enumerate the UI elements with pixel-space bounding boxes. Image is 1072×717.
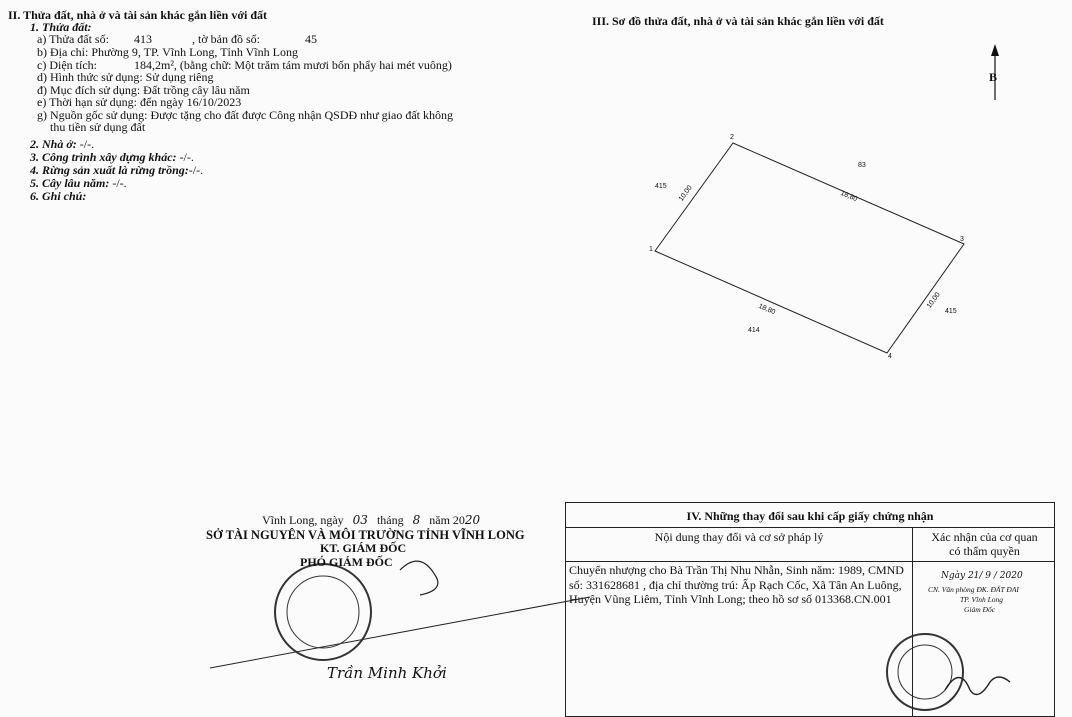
kt-director: KT. GIÁM ĐỐC [320,541,407,555]
b-address: b) Địa chỉ: Phường 9, TP. Vĩnh Long, Tỉnh Vĩnh Long [37,45,298,59]
vertex-1: 1 [649,246,653,253]
a-value: 413 [134,32,152,46]
change-content: Chuyển nhượng cho Bà Trần Thị Nhu Nhẫn, Sinh năm: 1989, CMND số: 331628681 , địa chỉ thường trú: Ấp Rạch Cốc, Xã Tân An Luông, Huyện Vũng Liêm, Tỉnh Vĩnh Long; theo hồ sơ số 013368.CN.001 [569,563,904,606]
a-sheet-label: , tờ bản đồ số: [192,32,261,46]
c-value: 184,2m², (bằng chữ: Một trăm tám mươi bốn phẩy hai mét vuông) [134,58,452,72]
north-label: B [989,70,998,84]
edge-2-3: 18,80 [839,189,859,204]
official-seal-inner [287,576,359,648]
g-origin-1: g) Nguồn gốc sử dụng: Được tặng cho đất được Công nhận QSDĐ như giao đất không [37,108,453,122]
edge-4-1: 18,80 [757,302,777,317]
e-term: e) Thời hạn sử dụng: đến ngày 16/10/2023 [37,95,242,109]
vertex-4: 4 [888,353,892,360]
neighbor-415-left: 415 [655,183,667,190]
neighbor-83: 83 [858,162,866,169]
edge-3-4: 10,00 [925,291,942,310]
signature-strike-line [210,597,590,668]
dd-purpose: đ) Mục đích sử dụng: Đất trồng cây lâu năm [37,83,250,97]
neighbor-415-right: 415 [945,308,957,315]
section-3-title: III. Sơ đồ thửa đất, nhà ở và tài sản khác gắn liền với đất [592,14,884,28]
a-sheet-value: 45 [305,32,317,46]
confirm-office: CN. Văn phòng ĐK. ĐẤT ĐAI [928,585,1019,594]
section-4-title: IV. Những thay đổi sau khi cấp giấy chứng nhận [566,503,1054,528]
item-3: 3. Công trình xây dựng khác: -/-. [30,150,194,164]
agency-name: SỞ TÀI NGUYÊN VÀ MÔI TRƯỜNG TỈNH VĨNH LONG [206,528,525,542]
confirm-role: Giám Đốc [964,605,996,614]
item-2: 2. Nhà ở: -/-. [30,137,95,151]
item-4: 4. Rừng sản xuất là rừng trồng:-/-. [30,163,204,177]
item-1-title: 1. Thửa đất: [30,20,92,34]
vertex-3: 3 [960,236,964,243]
item-5: 5. Cây lâu năm: -/-. [30,176,127,190]
table-header-row [566,527,1054,562]
deputy-director: PHÓ GIÁM ĐỐC [300,555,393,569]
confirm-city: TP. Vĩnh Long [960,595,1003,604]
edge-1-2: 10,00 [677,184,694,203]
signer-name: Trần Minh Khởi [327,664,447,682]
section-2-title: II. Thửa đất, nhà ở và tài sản khác gắn liền với đất [8,8,268,22]
date-line: Vĩnh Long, ngày 03 tháng 8 năm 2020 [262,513,481,527]
changes-table [565,502,1055,717]
confirm-date: Ngày 21/ 9 / 2020 [941,571,1023,581]
vertex-2: 2 [730,134,734,141]
d-usage-form: d) Hình thức sử dụng: Sử dụng riêng [37,70,214,84]
official-seal-outer [275,564,371,660]
item-6: 6. Ghi chú: [30,189,87,203]
north-arrow-head-icon [991,44,999,56]
c-label: c) Diện tích: [37,58,97,72]
g-origin-2: thu tiền sử dụng đất [50,120,146,134]
col-content-header: Nội dung thay đổi và cơ sở pháp lý [654,530,824,544]
signature-scribble-1 [400,561,438,595]
plot-boundary [655,143,964,353]
col-confirm-header: Xác nhận của cơ quan có thẩm quyền [931,530,1038,558]
neighbor-414: 414 [748,327,760,334]
a-label: a) Thửa đất số: [37,32,109,46]
